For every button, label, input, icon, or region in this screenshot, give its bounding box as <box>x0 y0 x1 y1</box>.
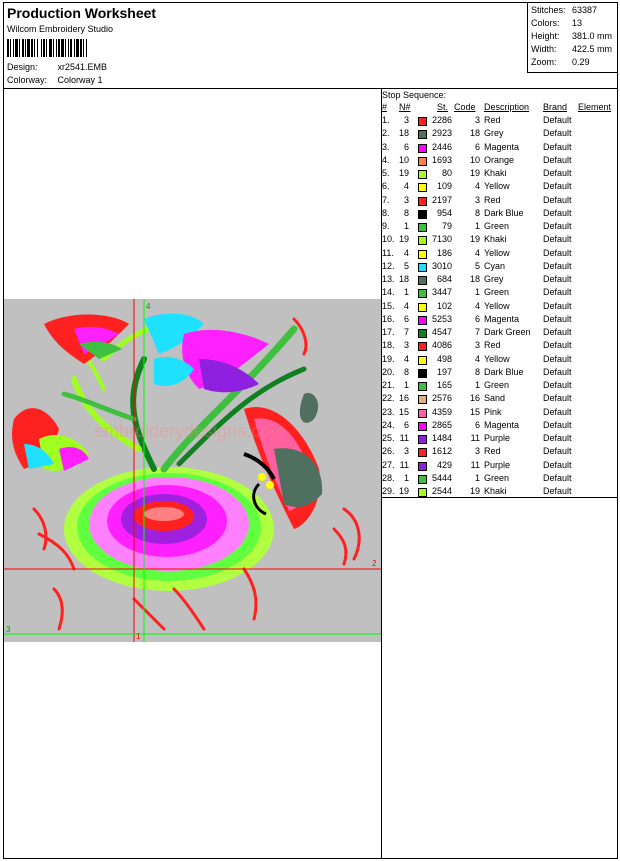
thread-brand: Default <box>543 115 572 125</box>
needle-number: 8 <box>403 366 409 377</box>
table-row <box>382 155 617 168</box>
col-description: Description <box>484 102 530 112</box>
thread-brand: Default <box>543 459 572 470</box>
table-row <box>382 248 617 261</box>
stitch-count: 954 <box>436 207 452 218</box>
thread-brand: Default <box>543 287 572 298</box>
needle-number: 18 <box>399 274 410 284</box>
table-row <box>382 393 617 406</box>
color-code: 15 <box>469 406 480 417</box>
color-code: 1 <box>474 287 480 298</box>
needle-number: 6 <box>403 141 409 152</box>
color-description: Yellow <box>484 247 510 258</box>
needle-number: 4 <box>403 247 409 258</box>
stitch-count: 2923 <box>431 128 452 139</box>
color-swatch <box>418 488 427 497</box>
needle-number: 11 <box>399 459 409 470</box>
color-code: 8 <box>474 366 480 377</box>
needle-number: 19 <box>399 234 410 245</box>
color-description: Yellow <box>484 181 510 192</box>
thread-brand: Default <box>543 260 572 271</box>
stitch-count: 2446 <box>431 141 452 152</box>
color-description: Magenta <box>484 419 520 430</box>
needle-number: 15 <box>399 406 410 417</box>
needle-number: 19 <box>399 168 410 178</box>
color-swatch <box>418 462 427 471</box>
table-row <box>382 380 617 393</box>
color-swatch <box>418 316 427 325</box>
color-swatch <box>418 409 427 418</box>
guide-marker-label: 2 <box>372 559 377 568</box>
needle-number: 3 <box>403 115 409 125</box>
stat-label: Colors: <box>531 18 560 28</box>
color-code: 3 <box>474 194 480 205</box>
color-description: Yellow <box>484 300 510 311</box>
needle-number: 8 <box>403 207 409 218</box>
stop-number: 22. <box>382 393 395 404</box>
needle-number: 5 <box>403 260 409 271</box>
needle-number: 4 <box>403 181 409 192</box>
guide-marker-label: 3 <box>6 625 11 634</box>
stat-value: 381.0 mm <box>572 31 613 41</box>
color-code: 6 <box>474 313 480 324</box>
thread-brand: Default <box>543 221 572 231</box>
stop-sequence-header <box>382 102 617 115</box>
stitch-count: 79 <box>441 221 452 231</box>
color-description: Green <box>484 221 510 231</box>
color-swatch <box>418 117 427 126</box>
guide-marker-label: 1 <box>136 632 141 641</box>
color-description: Dark Green <box>484 327 531 337</box>
stitch-count: 429 <box>436 459 452 470</box>
color-swatch <box>418 329 427 338</box>
embroidery-design-preview <box>4 299 381 642</box>
stop-number: 4. <box>382 154 390 165</box>
colorway-row <box>7 75 103 85</box>
color-description: Red <box>484 115 501 125</box>
watermark: embroiderydesigns.com <box>94 421 286 441</box>
color-description: Khaki <box>484 168 507 178</box>
color-swatch <box>418 289 427 298</box>
color-swatch <box>418 435 427 444</box>
color-code: 3 <box>474 340 480 351</box>
color-code: 1 <box>474 472 480 483</box>
stat-zoom <box>531 57 590 67</box>
stop-number: 10. <box>382 234 395 245</box>
page-title: Production Worksheet <box>7 5 157 21</box>
color-code: 4 <box>474 247 480 258</box>
table-row <box>382 221 617 234</box>
thread-brand: Default <box>543 274 572 284</box>
stitch-count: 1484 <box>431 433 452 443</box>
color-code: 5 <box>474 260 480 271</box>
color-code: 3 <box>474 446 480 457</box>
stop-number: 17. <box>382 327 395 337</box>
needle-number: 4 <box>403 300 409 311</box>
table-row <box>382 367 617 380</box>
stitch-count: 165 <box>436 380 452 390</box>
stop-number: 19. <box>382 353 395 364</box>
stop-number: 20. <box>382 366 395 377</box>
color-code: 6 <box>474 419 480 430</box>
thread-brand: Default <box>543 353 572 364</box>
color-swatch <box>418 236 427 245</box>
color-code: 11 <box>470 433 480 443</box>
needle-number: 1 <box>403 221 409 231</box>
stop-number: 5. <box>382 168 390 178</box>
stitch-count: 4359 <box>431 406 452 417</box>
needle-number: 4 <box>403 353 409 364</box>
software-name: Wilcom Embroidery Studio <box>7 24 114 34</box>
col-num: # <box>382 102 388 112</box>
color-swatch <box>418 342 427 351</box>
stop-number: 23. <box>382 406 395 417</box>
color-swatch <box>418 382 427 391</box>
color-description: Magenta <box>484 313 520 324</box>
color-code: 19 <box>469 234 480 245</box>
color-code: 4 <box>474 300 480 311</box>
stitch-count: 2576 <box>431 393 452 404</box>
thread-brand: Default <box>543 380 572 390</box>
table-row <box>382 460 617 473</box>
table-row <box>382 354 617 367</box>
table-row <box>382 301 617 314</box>
stat-height <box>531 31 612 41</box>
color-code: 4 <box>474 181 480 192</box>
color-description: Dark Blue <box>484 207 524 218</box>
stitch-count: 3447 <box>431 287 452 298</box>
colorway-label: Colorway: <box>7 75 48 85</box>
stitch-count: 3010 <box>431 260 452 271</box>
stitch-count: 4547 <box>431 327 452 337</box>
stitch-count: 186 <box>436 247 452 258</box>
stop-number: 21. <box>382 380 395 390</box>
stop-number: 1. <box>382 115 390 125</box>
color-swatch <box>418 170 427 179</box>
color-description: Cyan <box>484 260 506 271</box>
stop-number: 27. <box>382 459 395 470</box>
col-needle: N# <box>399 102 411 112</box>
stitch-count: 4086 <box>431 340 452 351</box>
stop-number: 9. <box>382 221 390 231</box>
thread-brand: Default <box>543 472 572 483</box>
color-description: Orange <box>484 154 515 165</box>
stitch-count: 109 <box>436 181 452 192</box>
stop-number: 18. <box>382 340 395 351</box>
table-row <box>382 314 617 327</box>
needle-number: 19 <box>399 486 410 496</box>
stop-number: 16. <box>382 313 395 324</box>
stitch-count: 1693 <box>431 154 452 165</box>
color-description: Khaki <box>484 234 507 245</box>
stitch-count: 2544 <box>431 486 452 496</box>
needle-number: 7 <box>403 327 409 337</box>
needle-number: 3 <box>403 340 409 351</box>
stop-number: 24. <box>382 419 395 430</box>
thread-brand: Default <box>543 486 572 496</box>
color-code: 11 <box>470 459 480 470</box>
stat-value: 63387 <box>572 5 598 15</box>
table-row <box>382 340 617 353</box>
color-swatch <box>418 223 427 232</box>
color-code: 4 <box>474 353 480 364</box>
stop-number: 11. <box>382 247 394 258</box>
table-row <box>382 261 617 274</box>
table-row <box>382 486 617 499</box>
color-code: 6 <box>474 141 480 152</box>
stitch-count: 1612 <box>431 446 452 457</box>
table-row <box>382 327 617 340</box>
thread-brand: Default <box>543 234 572 245</box>
color-swatch <box>418 369 427 378</box>
color-description: Red <box>484 340 501 351</box>
table-row <box>382 446 617 459</box>
table-row <box>382 420 617 433</box>
color-swatch <box>418 144 427 153</box>
color-description: Dark Blue <box>484 366 524 377</box>
needle-number: 10 <box>399 154 410 165</box>
color-description: Yellow <box>484 353 510 364</box>
color-code: 18 <box>469 274 480 284</box>
color-description: Grey <box>484 128 504 139</box>
stop-number: 26. <box>382 446 395 457</box>
thread-brand: Default <box>543 128 572 139</box>
table-row <box>382 195 617 208</box>
color-code: 1 <box>474 221 480 231</box>
col-code: Code <box>454 102 476 112</box>
stop-number: 8. <box>382 207 390 218</box>
stitch-count: 80 <box>441 168 452 178</box>
color-description: Green <box>484 472 510 483</box>
table-row <box>382 407 617 420</box>
color-code: 19 <box>469 168 480 178</box>
thread-brand: Default <box>543 327 572 337</box>
colorway-value: Colorway 1 <box>57 75 103 85</box>
thread-brand: Default <box>543 313 572 324</box>
stitch-count: 2197 <box>431 194 452 205</box>
table-row <box>382 234 617 247</box>
thread-brand: Default <box>543 207 572 218</box>
stat-value: 0.29 <box>572 57 590 67</box>
thread-brand: Default <box>543 154 572 165</box>
needle-number: 3 <box>403 446 409 457</box>
worksheet-header <box>4 3 617 89</box>
design-label: Design: <box>7 62 38 72</box>
table-row <box>382 433 617 446</box>
stop-number: 29. <box>382 486 395 496</box>
table-row <box>382 142 617 155</box>
stop-number: 12. <box>382 260 395 271</box>
color-code: 18 <box>469 128 480 139</box>
stat-stitches <box>531 5 597 15</box>
table-row <box>382 287 617 300</box>
stop-number: 3. <box>382 141 390 152</box>
stat-label: Zoom: <box>531 57 557 67</box>
needle-number: 16 <box>399 393 410 404</box>
col-stitches: St. <box>437 102 449 112</box>
color-swatch <box>418 183 427 192</box>
table-row <box>382 115 617 128</box>
color-swatch <box>418 197 427 206</box>
thread-brand: Default <box>543 181 572 192</box>
stat-label: Stitches: <box>531 5 566 15</box>
stitch-count: 2286 <box>431 115 452 125</box>
stitch-count: 5444 <box>431 472 452 483</box>
needle-number: 11 <box>399 433 409 443</box>
thread-brand: Default <box>543 446 572 457</box>
stat-colors <box>531 18 582 28</box>
color-description: Purple <box>484 459 511 470</box>
design-stats <box>527 3 618 73</box>
design-filename: xr2541.EMB <box>57 62 108 72</box>
color-swatch <box>418 210 427 219</box>
stop-number: 14. <box>382 287 395 298</box>
stitch-count: 5253 <box>431 313 452 324</box>
color-swatch <box>418 263 427 272</box>
stop-sequence-title: Stop Sequence: <box>382 90 447 100</box>
color-swatch <box>418 276 427 285</box>
table-row <box>382 473 617 486</box>
stat-label: Height: <box>531 31 560 41</box>
color-swatch <box>418 303 427 312</box>
color-code: 7 <box>474 327 480 337</box>
stitch-count: 498 <box>436 353 452 364</box>
needle-number: 6 <box>403 313 409 324</box>
needle-number: 1 <box>403 472 409 483</box>
guide-marker-label: 4 <box>146 302 151 311</box>
table-row <box>382 168 617 181</box>
color-description: Magenta <box>484 141 520 152</box>
needle-number: 3 <box>403 194 409 205</box>
color-swatch <box>418 250 427 259</box>
needle-number: 1 <box>403 287 409 298</box>
color-swatch <box>418 448 427 457</box>
stop-number: 25. <box>382 433 395 443</box>
thread-brand: Default <box>543 168 572 178</box>
table-row <box>382 274 617 287</box>
stitch-count: 102 <box>436 300 452 311</box>
stop-number: 2. <box>382 128 390 139</box>
color-description: Purple <box>484 433 511 443</box>
stop-number: 13. <box>382 274 395 284</box>
color-description: Red <box>484 446 501 457</box>
color-swatch <box>418 356 427 365</box>
barcode-icon <box>7 39 135 57</box>
stitch-count: 2865 <box>431 419 452 430</box>
color-code: 8 <box>474 207 480 218</box>
needle-number: 1 <box>403 380 409 390</box>
stop-number: 15. <box>382 300 395 311</box>
thread-brand: Default <box>543 141 572 152</box>
design-row <box>7 62 107 72</box>
color-code: 16 <box>469 393 480 404</box>
stat-value: 13 <box>572 18 583 28</box>
color-description: Pink <box>484 406 502 417</box>
color-code: 19 <box>469 486 480 496</box>
peony-flower <box>64 467 274 591</box>
thread-brand: Default <box>543 194 572 205</box>
thread-brand: Default <box>543 419 572 430</box>
color-swatch <box>418 422 427 431</box>
thread-brand: Default <box>543 406 572 417</box>
color-code: 1 <box>474 380 480 390</box>
color-description: Grey <box>484 274 504 284</box>
stop-number: 6. <box>382 181 390 192</box>
needle-number: 6 <box>403 419 409 430</box>
production-worksheet <box>3 2 618 859</box>
color-code: 3 <box>474 115 480 125</box>
stop-sequence-panel <box>382 89 617 498</box>
color-swatch <box>418 130 427 139</box>
color-description: Green <box>484 380 510 390</box>
needle-number: 18 <box>399 128 410 139</box>
stop-number: 7. <box>382 194 390 205</box>
stat-label: Width: <box>531 44 557 54</box>
color-swatch <box>418 395 427 404</box>
color-description: Sand <box>484 393 506 404</box>
color-swatch <box>418 475 427 484</box>
stitch-count: 684 <box>436 274 452 284</box>
table-row <box>382 208 617 221</box>
color-description: Red <box>484 194 501 205</box>
stop-number: 28. <box>382 472 395 483</box>
col-brand: Brand <box>543 102 568 112</box>
color-code: 10 <box>469 154 480 165</box>
stat-value: 422.5 mm <box>572 44 613 54</box>
color-swatch <box>418 157 427 166</box>
thread-brand: Default <box>543 300 572 311</box>
thread-brand: Default <box>543 433 572 443</box>
stat-width <box>531 44 612 54</box>
thread-brand: Default <box>543 340 572 351</box>
table-row <box>382 181 617 194</box>
thread-brand: Default <box>543 393 572 404</box>
col-element: Element <box>578 102 612 112</box>
design-preview-panel <box>4 89 382 859</box>
stitch-count: 7130 <box>431 234 452 245</box>
table-row <box>382 128 617 141</box>
thread-brand: Default <box>543 366 572 377</box>
color-description: Khaki <box>484 486 507 496</box>
color-description: Green <box>484 287 510 298</box>
thread-brand: Default <box>543 247 572 258</box>
stitch-count: 197 <box>436 366 452 377</box>
